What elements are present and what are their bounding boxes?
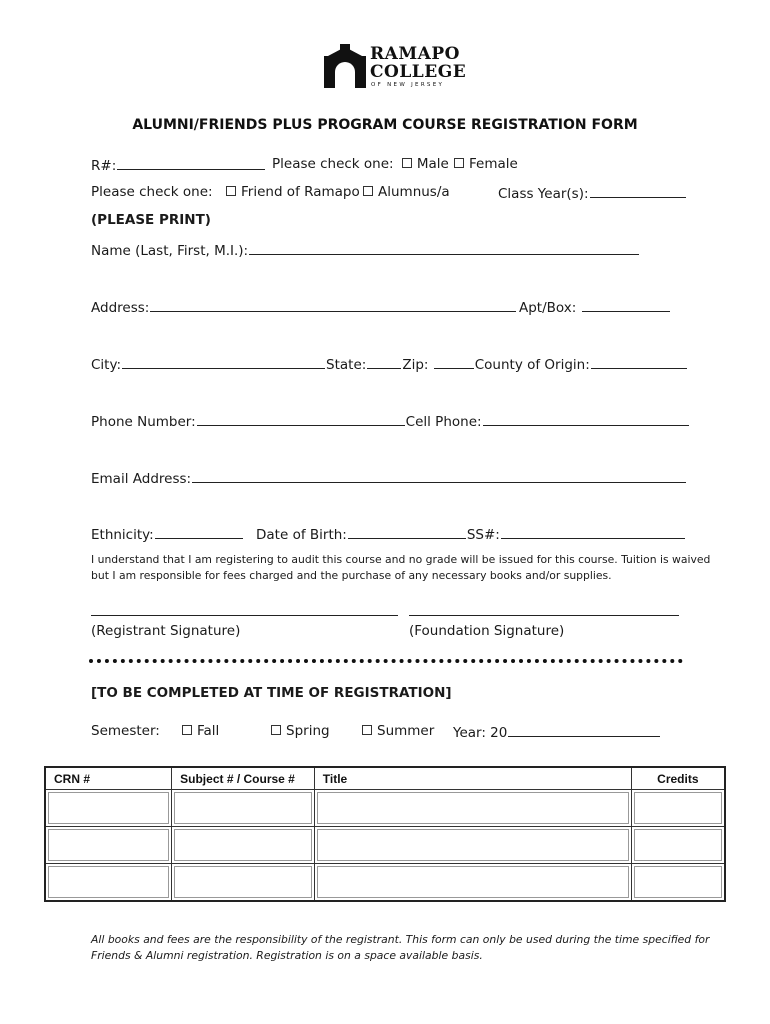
r-number-field[interactable]	[117, 156, 265, 170]
email-label: Email Address:	[91, 471, 192, 487]
year-field[interactable]	[508, 723, 660, 737]
dob-label: Date of Birth:	[256, 527, 347, 543]
zip-field[interactable]	[434, 355, 474, 369]
class-year-label: Class Year(s):	[498, 186, 589, 202]
credits-cell[interactable]	[631, 827, 725, 864]
title-header: Title	[314, 767, 631, 790]
crn-cell[interactable]	[45, 864, 172, 902]
phone-label: Phone Number:	[91, 414, 196, 430]
friend-label: Friend of Ramapo	[241, 184, 360, 200]
city-label: City:	[91, 357, 122, 373]
summer-label: Summer	[377, 723, 435, 739]
footer-line-1: All books and fees are the responsibility of the registrant. This form can only be used during the time specified for	[91, 933, 710, 946]
ss-label: SS#:	[466, 527, 500, 543]
county-field[interactable]	[591, 355, 687, 369]
crn-cell[interactable]	[45, 827, 172, 864]
table-header-row	[45, 767, 725, 790]
logo-ramapo: RAMAPO	[370, 44, 460, 64]
credits-cell[interactable]	[631, 864, 725, 902]
subject-cell[interactable]	[172, 790, 315, 827]
alumnus-checkbox[interactable]	[363, 186, 373, 196]
title-cell[interactable]	[314, 790, 631, 827]
state-field[interactable]	[367, 355, 401, 369]
college-logo	[324, 44, 467, 90]
section-divider	[89, 659, 683, 663]
cell-label: Cell Phone:	[405, 414, 482, 430]
registrant-signature-label: (Registrant Signature)	[91, 623, 241, 639]
female-label: Female	[469, 156, 518, 172]
fall-label: Fall	[197, 723, 220, 739]
logo-college: COLLEGE	[370, 62, 467, 82]
please-print: (PLEASE PRINT)	[91, 212, 211, 228]
city-field[interactable]	[122, 355, 325, 369]
form-title: ALUMNI/FRIENDS PLUS PROGRAM COURSE REGISTRATION FORM	[132, 117, 638, 133]
year-label: Year: 20	[453, 725, 508, 741]
fall-checkbox[interactable]	[182, 725, 192, 735]
spring-checkbox[interactable]	[271, 725, 281, 735]
ethnicity-label: Ethnicity:	[91, 527, 154, 543]
table-row	[45, 827, 725, 864]
email-field[interactable]	[192, 469, 686, 483]
course-table	[44, 766, 726, 902]
gender-check-label: Please check one:	[272, 156, 394, 172]
disclaimer-line-1: I understand that I am registering to audit this course and no grade will be issued for this course. Tuition is waived	[91, 553, 711, 566]
logo-nj: OF NEW JERSEY	[371, 82, 445, 88]
state-label: State:	[326, 357, 367, 373]
status-check-label: Please check one:	[91, 184, 213, 200]
ss-field[interactable]	[501, 525, 685, 539]
class-year-field[interactable]	[590, 184, 686, 198]
r-number-label: R#:	[91, 158, 117, 174]
friend-checkbox[interactable]	[226, 186, 236, 196]
phone-field[interactable]	[197, 412, 405, 426]
credits-cell[interactable]	[631, 790, 725, 827]
credits-header: Credits	[631, 767, 725, 790]
foundation-signature-line[interactable]	[409, 615, 679, 616]
summer-checkbox[interactable]	[362, 725, 372, 735]
subject-cell[interactable]	[172, 864, 315, 902]
crn-header: CRN #	[45, 767, 172, 790]
spring-label: Spring	[286, 723, 330, 739]
dob-field[interactable]	[348, 525, 466, 539]
female-checkbox[interactable]	[454, 158, 464, 168]
male-label: Male	[416, 156, 449, 172]
ethnicity-field[interactable]	[155, 525, 243, 539]
arch-icon	[324, 44, 366, 88]
semester-label: Semester:	[91, 723, 160, 739]
county-label: County of Origin:	[474, 357, 590, 373]
zip-label: Zip:	[402, 357, 429, 373]
footer-line-2: Friends & Alumni registration. Registration is on a space available basis.	[91, 949, 483, 962]
registrant-signature-line[interactable]	[91, 615, 398, 616]
subject-course-header: Subject # / Course #	[172, 767, 315, 790]
foundation-signature-label: (Foundation Signature)	[409, 623, 565, 639]
address-field[interactable]	[150, 298, 516, 312]
name-label: Name (Last, First, M.I.):	[91, 243, 249, 259]
crn-cell[interactable]	[45, 790, 172, 827]
cell-field[interactable]	[483, 412, 689, 426]
male-checkbox[interactable]	[402, 158, 412, 168]
apt-label: Apt/Box:	[519, 300, 577, 316]
apt-field[interactable]	[582, 298, 670, 312]
completion-header: [TO BE COMPLETED AT TIME OF REGISTRATION]	[91, 685, 452, 701]
title-cell[interactable]	[314, 864, 631, 902]
table-row	[45, 790, 725, 827]
table-row	[45, 864, 725, 902]
subject-cell[interactable]	[172, 827, 315, 864]
title-cell[interactable]	[314, 827, 631, 864]
address-label: Address:	[91, 300, 150, 316]
disclaimer-line-2: but I am responsible for fees charged and the purchase of any necessary books and/or supplies.	[91, 569, 612, 582]
alumnus-label: Alumnus/a	[378, 184, 450, 200]
name-field[interactable]	[249, 241, 639, 255]
